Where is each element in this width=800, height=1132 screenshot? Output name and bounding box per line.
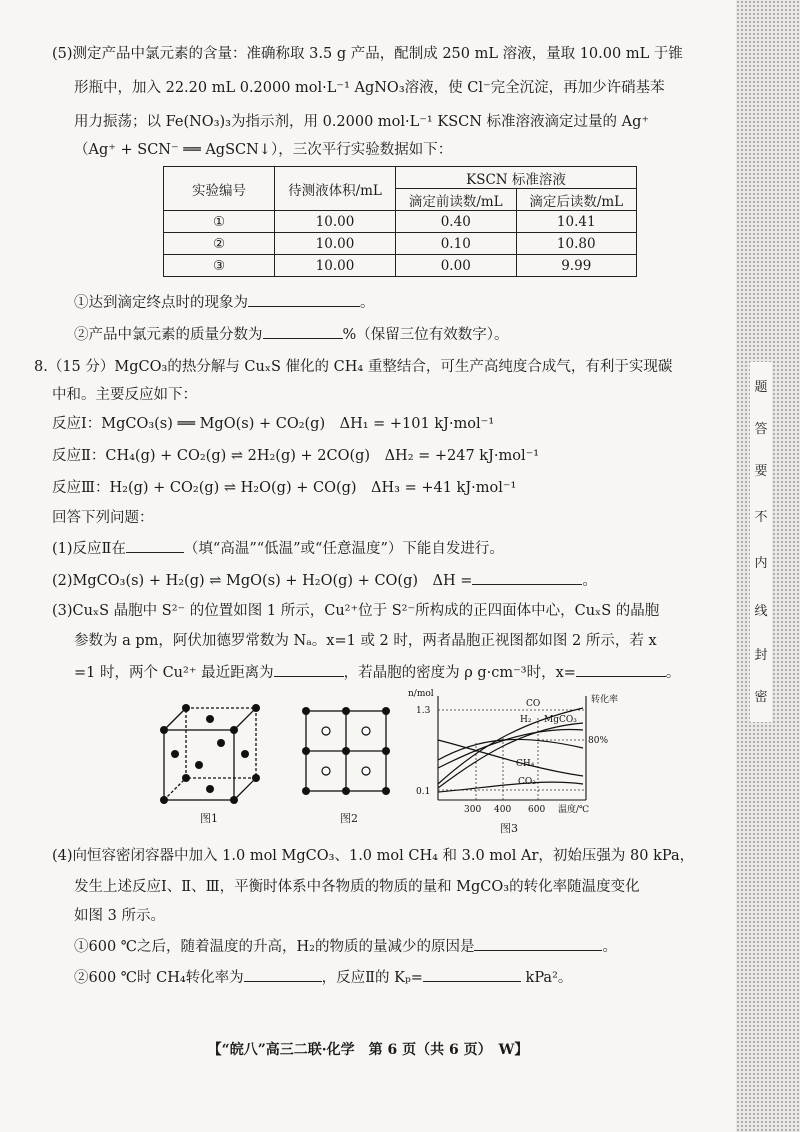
q8-part4-line2: 发生上述反应Ⅰ、Ⅱ、Ⅲ，平衡时体系中各物质的物质的量和 MgCO₃的转化率随温度变化 xyxy=(74,879,640,895)
x-axis-label: 温度/℃ xyxy=(558,805,590,815)
cell-after: 9.99 xyxy=(516,255,637,277)
y-axis-right-label: 转化率 xyxy=(591,695,619,705)
q7-p5-line2: 形瓶中，加入 22.20 mL 0.2000 mol·L⁻¹ AgNO₃溶液，使 Cl⁻完全沉淀，再加少许硝基苯 xyxy=(74,80,665,96)
q8-part3-line1: (3)CuₓS 晶胞中 S²⁻ 的位置如图 1 所示，Cu²⁺位于 S²⁻所构成的正四面体中心，CuₓS 的晶胞 xyxy=(52,603,660,619)
page-footer: 【“皖八”高三二联·化学 第 6 页（共 6 页） W】 xyxy=(207,1042,529,1058)
reaction-1: 反应Ⅰ：MgCO₃(s) ══ MgO(s) + CO₂(g) ΔH₁ = +101 kJ·mol⁻¹ xyxy=(52,416,495,432)
q8-part3-line3: =1 时，两个 Cu²⁺ 最近距离为 ，若晶胞的密度为 ρ g·cm⁻³时，x= 。 xyxy=(74,662,680,683)
answer-blank[interactable] xyxy=(263,324,343,339)
series-mgco3-line xyxy=(438,730,583,768)
cell-before: 0.40 xyxy=(396,211,517,233)
cell-id: ③ xyxy=(164,255,275,277)
cell-before: 0.10 xyxy=(396,233,517,255)
q7-sub1: ①达到滴定终点时的现象为 。 xyxy=(74,292,375,313)
cell-vol: 10.00 xyxy=(275,211,396,233)
answer-blank[interactable] xyxy=(472,570,582,585)
binding-seal-area xyxy=(750,362,772,722)
series-co2-line xyxy=(438,782,583,792)
answer-blank[interactable] xyxy=(248,292,360,307)
y-tick-label: 1.3 xyxy=(416,706,431,716)
figure1-caption: 图1 xyxy=(200,812,218,825)
seal-char: 题 xyxy=(754,380,768,395)
seal-char: 线 xyxy=(754,604,768,619)
cell-id: ① xyxy=(164,211,275,233)
seal-char: 要 xyxy=(754,464,768,479)
th-after: 滴定后读数/mL xyxy=(516,189,637,211)
x-tick-label: 600 xyxy=(528,805,546,815)
y-axis-label: n/mol xyxy=(408,689,434,699)
series-label-co2: CO₂ xyxy=(518,777,536,787)
q8-part4-line1: (4)向恒容密闭容器中加入 1.0 mol MgCO₃、1.0 mol CH₄ 和 3.0 mol Ar，初始压强为 80 kPa， xyxy=(52,848,695,864)
th-before: 滴定前读数/mL xyxy=(396,189,517,211)
th-exp: 实验编号 xyxy=(164,167,275,211)
figure1-crystal-cell xyxy=(158,700,262,810)
y-tick-label: 0.1 xyxy=(416,787,431,797)
cell-before: 0.00 xyxy=(396,255,517,277)
figure3-caption: 图3 xyxy=(500,822,518,835)
seal-char: 答 xyxy=(754,422,768,437)
cell-vol: 10.00 xyxy=(275,233,396,255)
q8-part4-sub1: ①600 ℃之后，随着温度的升高，H₂的物质的量减少的原因是 。 xyxy=(74,936,617,957)
series-label-mgco3: MgCO₃ xyxy=(544,715,577,725)
th-vol: 待测液体积/mL xyxy=(275,167,396,211)
series-label-ch4: CH₄ xyxy=(516,759,535,769)
table-row xyxy=(164,211,637,233)
q8-intro2: 中和。主要反应如下： xyxy=(52,387,197,403)
q8-part3-line2: 参数为 a pm，阿伏加德罗常数为 Nₐ。x=1 或 2 时，两者晶胞正视图都如图 2 所示，若 x xyxy=(74,633,657,649)
cell-after: 10.41 xyxy=(516,211,637,233)
seal-char: 封 xyxy=(754,648,768,663)
series-label-h2: H₂ xyxy=(520,715,532,725)
cell-after: 10.80 xyxy=(516,233,637,255)
seal-char: 内 xyxy=(754,556,768,571)
answer-blank[interactable] xyxy=(474,936,602,951)
x-tick-label: 400 xyxy=(494,805,512,815)
table-row xyxy=(164,233,637,255)
seal-char: 密 xyxy=(754,690,768,705)
q8-part1: (1)反应Ⅱ在 （填“高温”“低温”或“任意温度”）下能自发进行。 xyxy=(52,538,504,559)
series-label-co: CO xyxy=(526,699,541,709)
q8-part2: (2)MgCO₃(s) + H₂(g) ⇌ MgO(s) + H₂O(g) + CO(g) ΔH = 。 xyxy=(52,570,597,591)
th-kscn: KSCN 标准溶液 xyxy=(396,167,637,189)
titration-table xyxy=(163,166,637,277)
answer-blank[interactable] xyxy=(274,662,344,677)
answer-blank[interactable] xyxy=(244,967,322,982)
q7-p5-line1: (5)测定产品中氯元素的含量：准确称取 3.5 g 产品，配制成 250 mL 溶液，量取 10.00 mL 于锥 xyxy=(52,46,683,62)
q8-part4-line3: 如图 3 所示。 xyxy=(74,908,165,924)
answer-blank[interactable] xyxy=(126,538,184,553)
figure3-chart xyxy=(408,688,648,830)
cell-vol: 10.00 xyxy=(275,255,396,277)
table-row xyxy=(164,255,637,277)
reaction-3: 反应Ⅲ：H₂(g) + CO₂(g) ⇌ H₂O(g) + CO(g) ΔH₃ = +41 kJ·mol⁻¹ xyxy=(52,480,517,496)
answer-prompt: 回答下列问题： xyxy=(52,510,154,526)
q7-p5-line3: 用力振荡；以 Fe(NO₃)₃为指示剂，用 0.2000 mol·L⁻¹ KSCN 标准溶液滴定过量的 Ag⁺ xyxy=(74,114,650,130)
q7-sub2: ②产品中氯元素的质量分数为 %（保留三位有效数字）。 xyxy=(74,324,509,345)
reaction-2: 反应Ⅱ：CH₄(g) + CO₂(g) ⇌ 2H₂(g) + 2CO(g) ΔH₂ = +247 kJ·mol⁻¹ xyxy=(52,448,540,464)
chart-annotation: 80% xyxy=(588,736,609,746)
answer-blank[interactable] xyxy=(576,662,666,677)
figure2-caption: 图2 xyxy=(340,812,358,825)
seal-char: 不 xyxy=(754,510,768,525)
figure2-front-view xyxy=(300,705,392,797)
q8-intro1: 8.（15 分）MgCO₃的热分解与 CuₓS 催化的 CH₄ 重整结合，可生产高纯度合成气，有利于实现碳 xyxy=(34,359,673,375)
q8-part4-sub2: ②600 ℃时 CH₄转化率为 ，反应Ⅱ的 Kₚ= kPa²。 xyxy=(74,967,572,988)
x-tick-label: 300 xyxy=(464,805,482,815)
q7-p5-line4: （Ag⁺ + SCN⁻ ══ AgSCN↓），三次平行实验数据如下： xyxy=(74,142,453,158)
answer-blank[interactable] xyxy=(423,967,521,982)
cell-id: ② xyxy=(164,233,275,255)
